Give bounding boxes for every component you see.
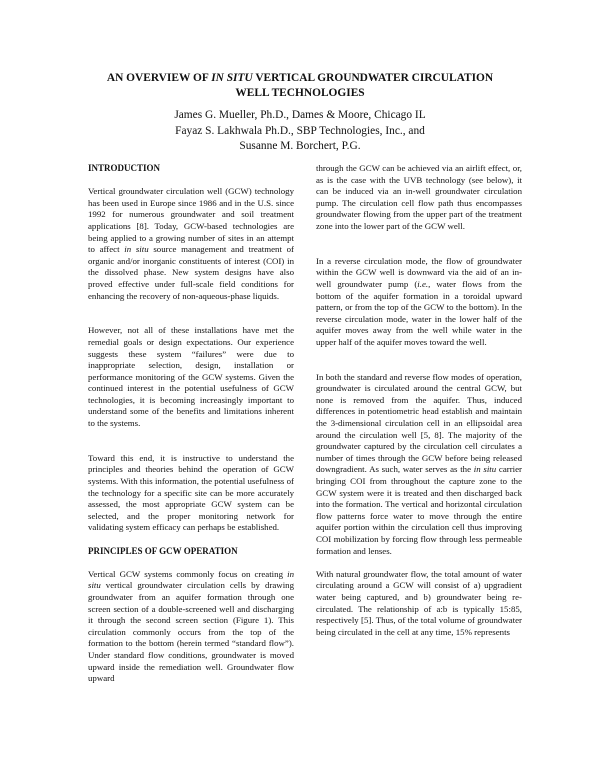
right-p3-italic: in situ <box>473 464 497 475</box>
right-paragraph-4: With natural groundwater flow, the total amount of water circulating around a GCW will consist of a) upgradient water being captured, and b) groundwater being re-circulated. The relationship of a:b is typically 15:85, respectively [5]. Thus, of the total volume of groundwater being circulated in the cell at any time, 15% represents <box>316 568 522 637</box>
intro-p1-text-a: Vertical groundwater circulation well (GCW) technology has been used in Europe since 1986 and in the U.S. since 1992 for numerous groundwater and soil treatment applications [8]. Today, GCW-based technologies are being applied to a growing number of sites in an attempt to affect <box>88 186 294 255</box>
introduction-paragraph-2: However, not all of these installations have met the remedial goals or design expectations. Our experience suggests these system “failures” were due to inappropriate selection, design, installation or performance monitoring of the GCW systems. Given the continued interest in the potential usefulness of GCW technologies, it is becoming increasingly important to understand some of the benefits and limitations inherent to the systems. <box>88 325 294 429</box>
paragraph-spacer <box>316 360 522 372</box>
title-suffix: VERTICAL GROUNDWATER CIRCULATION <box>252 72 494 84</box>
principles-p1-italic: in situ <box>88 568 294 591</box>
right-column <box>316 163 522 650</box>
right-p2-italic: i.e. <box>417 278 429 289</box>
principles-heading: PRINCIPLES OF GCW OPERATION <box>88 545 238 556</box>
introduction-paragraph-3: Toward this end, it is instructive to understand the principles and theories behind the operation of GCW systems. With this information, the potential usefulness of the technology for a specific site can be more accurately assessed, the most appropriate GCW system can be selected, and the proper monitoring network for validating system efficacy can perhaps be established. <box>88 452 294 533</box>
paragraph-spacer <box>88 314 294 326</box>
right-p3-text-a: In both the standard and reverse flow modes of operation, groundwater is circulated around the central GCW, but none is removed from the aquifer. Thus, induced differences in potentiometric head establish and maintain the 3-dimensional circulation cell in an ellipsoidal area around the circulation well [5, 8]. The majority of the groundwater captured by the circulation cell circulates a number of times through the GCW before being released downgradient. As such, water serves as the <box>316 371 522 475</box>
author-line-1: James G. Mueller, Ph.D., Dames & Moore, Chicago IL <box>174 109 426 121</box>
introduction-heading: INTRODUCTION <box>88 163 161 173</box>
right-paragraph-1: through the GCW can be achieved via an airlift effect, or, as is the case with the UVB technology (see below), it can be induced via an in-well groundwater circulation pump. The circulation cell flow path thus encompasses groundwater flowing from the upper part of the treatment zone into the lower part of the GCW well. <box>316 163 522 231</box>
left-column <box>88 163 294 696</box>
principles-paragraph-1 <box>88 569 294 685</box>
author-line-2: Fayaz S. Lakhwala Ph.D., SBP Technologies, Inc., and <box>175 124 425 137</box>
title-line-2: WELL TECHNOLOGIES <box>235 87 365 99</box>
paragraph-spacer <box>88 441 294 453</box>
principles-p1-text-a: Vertical GCW systems commonly focus on creating <box>88 568 288 579</box>
intro-p1-italic: in situ <box>124 244 149 255</box>
right-paragraph-3 <box>316 372 522 558</box>
paragraph-spacer <box>316 244 522 256</box>
paper-title <box>40 71 560 101</box>
title-prefix: AN OVERVIEW OF <box>106 72 212 84</box>
author-line-3: Susanne M. Borchert, P.G. <box>239 140 361 152</box>
right-p2-text-a: In a reverse circulation mode, the flow of groundwater within the GCW well is downward via the aid of an in-well groundwater pump ( <box>316 255 522 289</box>
title-italic: IN SITU <box>211 72 253 84</box>
right-p3-text-b: carrier bringing COI from throughout the capture zone to the GCW system were it is treated and then discharged back into the formation. The vertical and horizontal circulation flow patterns force water to move through the entire aquifer portion within the circulation cell thus improving COI mobilization by forcing flow through less permeable formation and lenses. <box>316 464 522 556</box>
intro-p1-text-b: source management and treatment of organic and/or inorganic constituents of interest (COI) in the dissolved phase. New system designs have also proved effective under full-scale field conditions for enhancing the recovery of non-aqueous-phase liquids. <box>88 244 294 301</box>
introduction-paragraph-1 <box>88 186 294 302</box>
right-paragraph-2 <box>316 256 522 349</box>
principles-p1-text-b: vertical groundwater circulation cells by drawing groundwater from an aquifer formation through one screen section of a double-screened well and discharging it through the second screen section (Figure 1). This circulation commonly occurs from the top of the formation to the bottom (herein termed “standard flow”). Under standard flow conditions, groundwater is moved upward inside the remediation well. Groundwater flow upward <box>88 580 294 684</box>
right-p2-text-b: , water flows from the bottom of the aquifer formation in a toroidal upward pattern, or from the top of the GCW to the bottom). In the reverse circulation mode, water in the lower half of the aquifer moves away from the well while water in the upper half of the aquifer moves toward the well. <box>316 278 522 347</box>
author-block <box>60 108 540 155</box>
